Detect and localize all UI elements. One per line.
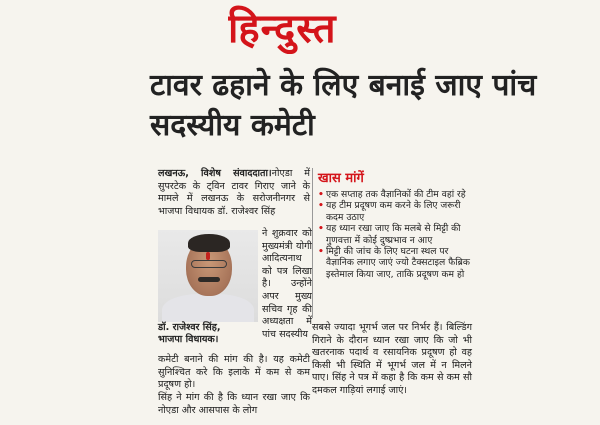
portrait-photo (158, 230, 258, 322)
demand-item: • एक सप्ताह तक वैज्ञानिकों की टीम वहां रहे (318, 189, 472, 200)
intro-text: नोएडा में सुपरटेक के ट्विन टावर गिराए जाने के मामले में लखनऊ के सरोजनीनगर से भाजपा विधायक डॉ. राजेश्वर सिंह (158, 168, 310, 217)
article-continuation-2: सिंह ने मांग की है कि ध्यान रखा जाए कि नोएडा और आसपास के लोग (158, 392, 310, 416)
article-intro (158, 168, 310, 218)
key-demands-title: खास मांगें (318, 171, 364, 186)
article-column-3: सबसे ज्यादा भूगर्भ जल पर निर्भर हैं। बिल्डिंग गिराने के दौरान ध्यान रखा जाए कि जो भी खतरनाक पदार्थ व रसायनिक प्रदूषण हो वह किसी भी स्थिति में भूगर्भ जल में न मिलने पाए। सिंह ने पत्र में कहा है कि कम से कम सौ दमकल गाड़ियां लगाई जाएं। (312, 322, 472, 396)
key-demands-box (312, 168, 472, 318)
caption-name: डॉ. राजेश्वर सिंह, (158, 322, 221, 333)
dateline: लखनऊ, विशेष संवाददाता। (158, 168, 272, 179)
demand-item: • यह टीम प्रदूषण कम करने के लिए जरूरी कदम उठाए (318, 200, 472, 223)
demand-item: • यह ध्यान रखा जाए कि मलबे से मिट्टी की गुणवत्ता में कोई दुष्प्रभाव न आए (318, 223, 472, 246)
article-continuation-1: कमेटी बनाने की मांग की है। यह कमेटी सुनिश्चित करे कि इलाके में कम से कम प्रदूषण हो। (158, 354, 310, 391)
demand-item: • मिट्टी की जांच के लिए घटना स्थल पर वैज्ञानिक लगाए जाएं ज्यो टैक्सटाइल फैब्रिक इस्तेमाल किया जाए, ताकि प्रदूषण कम हो (318, 246, 472, 280)
article-side-text: ने शुक्रवार को मुख्यमंत्री योगी आदित्यनाथ को पत्र लिखा है। उन्होंने अपर मुख्य सचिव गृह की अध्यक्षता में पांच सदस्यीय (262, 228, 312, 340)
headline: टावर ढहाने के लिए बनाई जाए पांच सदस्यीय कमेटी (150, 68, 537, 143)
caption-role: भाजपा विधायक। (158, 334, 219, 346)
newspaper-masthead: हिन्दुस्त (228, 5, 337, 52)
key-demands-list (318, 189, 472, 280)
photo-caption (158, 322, 258, 347)
